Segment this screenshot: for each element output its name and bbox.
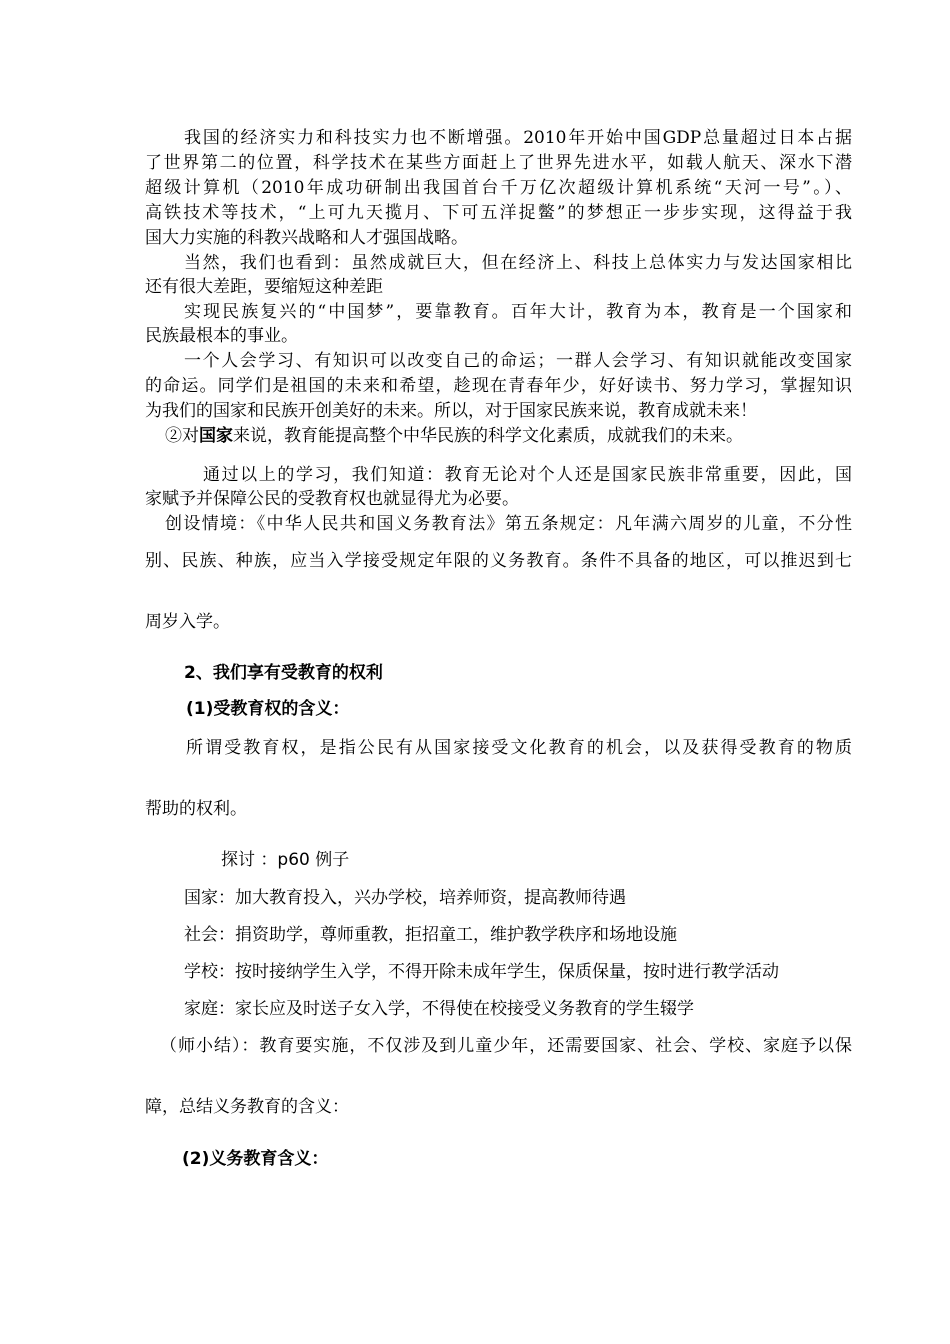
paragraph-line: 家赋予并保障公民的受教育权也就显得尤为必要。 — [145, 489, 519, 509]
bold-keyword: 国家 — [199, 426, 233, 446]
paragraph-line: 民族最根本的事业。 — [145, 326, 298, 346]
paragraph-line: 当然，我们也看到：虽然成就巨大，但在经济上、科技上总体实力与发达国家相比 — [184, 253, 852, 273]
paragraph-line: 周岁入学。 — [145, 612, 230, 632]
paragraph-line: 帮助的权利。 — [145, 799, 247, 819]
list-item: 家庭：家长应及时送子女入学，不得使在校接受义务教育的学生辍学 — [184, 999, 694, 1019]
list-item: 国家：加大教育投入，兴办学校，培养师资，提高教师待遇 — [184, 888, 626, 908]
section-heading: 2、我们享有受教育的权利 — [184, 663, 383, 683]
paragraph-line: 实现民族复兴的“中国梦”，要靠教育。百年大计，教育为本，教育是一个国家和 — [184, 302, 852, 322]
discussion-line: 探讨 ：p60 例子 — [221, 850, 350, 870]
paragraph-line: 创设情境：《中华人民共和国义务教育法》第五条规定：凡年满六周岁的儿童，不分性 — [165, 514, 852, 534]
paragraph-line: 通过以上的学习，我们知道：教育无论对个人还是国家民族非常重要，因此，国 — [203, 465, 852, 485]
paragraph-line: 我国的经济实力和科技实力也不断增强。2010年开始中国GDP总量超过日本占据 — [184, 128, 852, 148]
list-item: 社会：捐资助学，尊师重教，拒招童工，维护教学秩序和场地设施 — [184, 925, 677, 945]
paragraph-line: 为我们的国家和民族开创美好的未来。所以，对于国家民族来说，教育成就未来！ — [145, 401, 757, 421]
paragraph-line: 别、民族、种族，应当入学接受规定年限的义务教育。条件不具备的地区，可以推迟到七 — [145, 551, 852, 571]
paragraph-line — [165, 424, 743, 448]
paragraph-line: （师小结）：教育要实施，不仅涉及到儿童少年，还需要国家、社会、学校、家庭予以保 — [160, 1036, 852, 1056]
subsection-heading: (2)义务教育含义： — [182, 1149, 329, 1169]
paragraph-line: 障，总结义务教育的含义： — [145, 1097, 349, 1117]
paragraph-line: 了世界第二的位置，科学技术在某些方面赶上了世界先进水平，如载人航天、深水下潜 — [145, 153, 852, 173]
subsection-heading: (1)受教育权的含义： — [186, 699, 350, 719]
paragraph-line: 的命运。同学们是祖国的未来和希望，趁现在青春年少，好好读书、努力学习，掌握知识 — [145, 376, 852, 396]
paragraph-line: 一个人会学习、有知识可以改变自己的命运；一群人会学习、有知识就能改变国家 — [184, 351, 852, 371]
list-item: 学校：按时接纳学生入学，不得开除未成年学生，保质保量，按时进行教学活动 — [184, 962, 779, 982]
list-marker-text: ②对 — [165, 426, 199, 446]
paragraph-line: 超级计算机（2010年成功研制出我国首台千万亿次超级计算机系统“天河一号”。）、 — [145, 178, 852, 198]
paragraph-line: 国大力实施的科教兴战略和人才强国战略。 — [145, 228, 468, 248]
paragraph-line: 高铁技术等技术，“上可九天揽月、下可五洋捉鳖”的梦想正一步步实现，这得益于我 — [145, 203, 852, 223]
paragraph-line: 所谓受教育权，是指公民有从国家接受文化教育的机会，以及获得受教育的物质 — [186, 738, 852, 758]
paragraph-line: 还有很大差距，要缩短这种差距 — [145, 277, 383, 297]
paragraph-text: 来说，教育能提高整个中华民族的科学文化素质，成就我们的未来。 — [233, 426, 743, 446]
